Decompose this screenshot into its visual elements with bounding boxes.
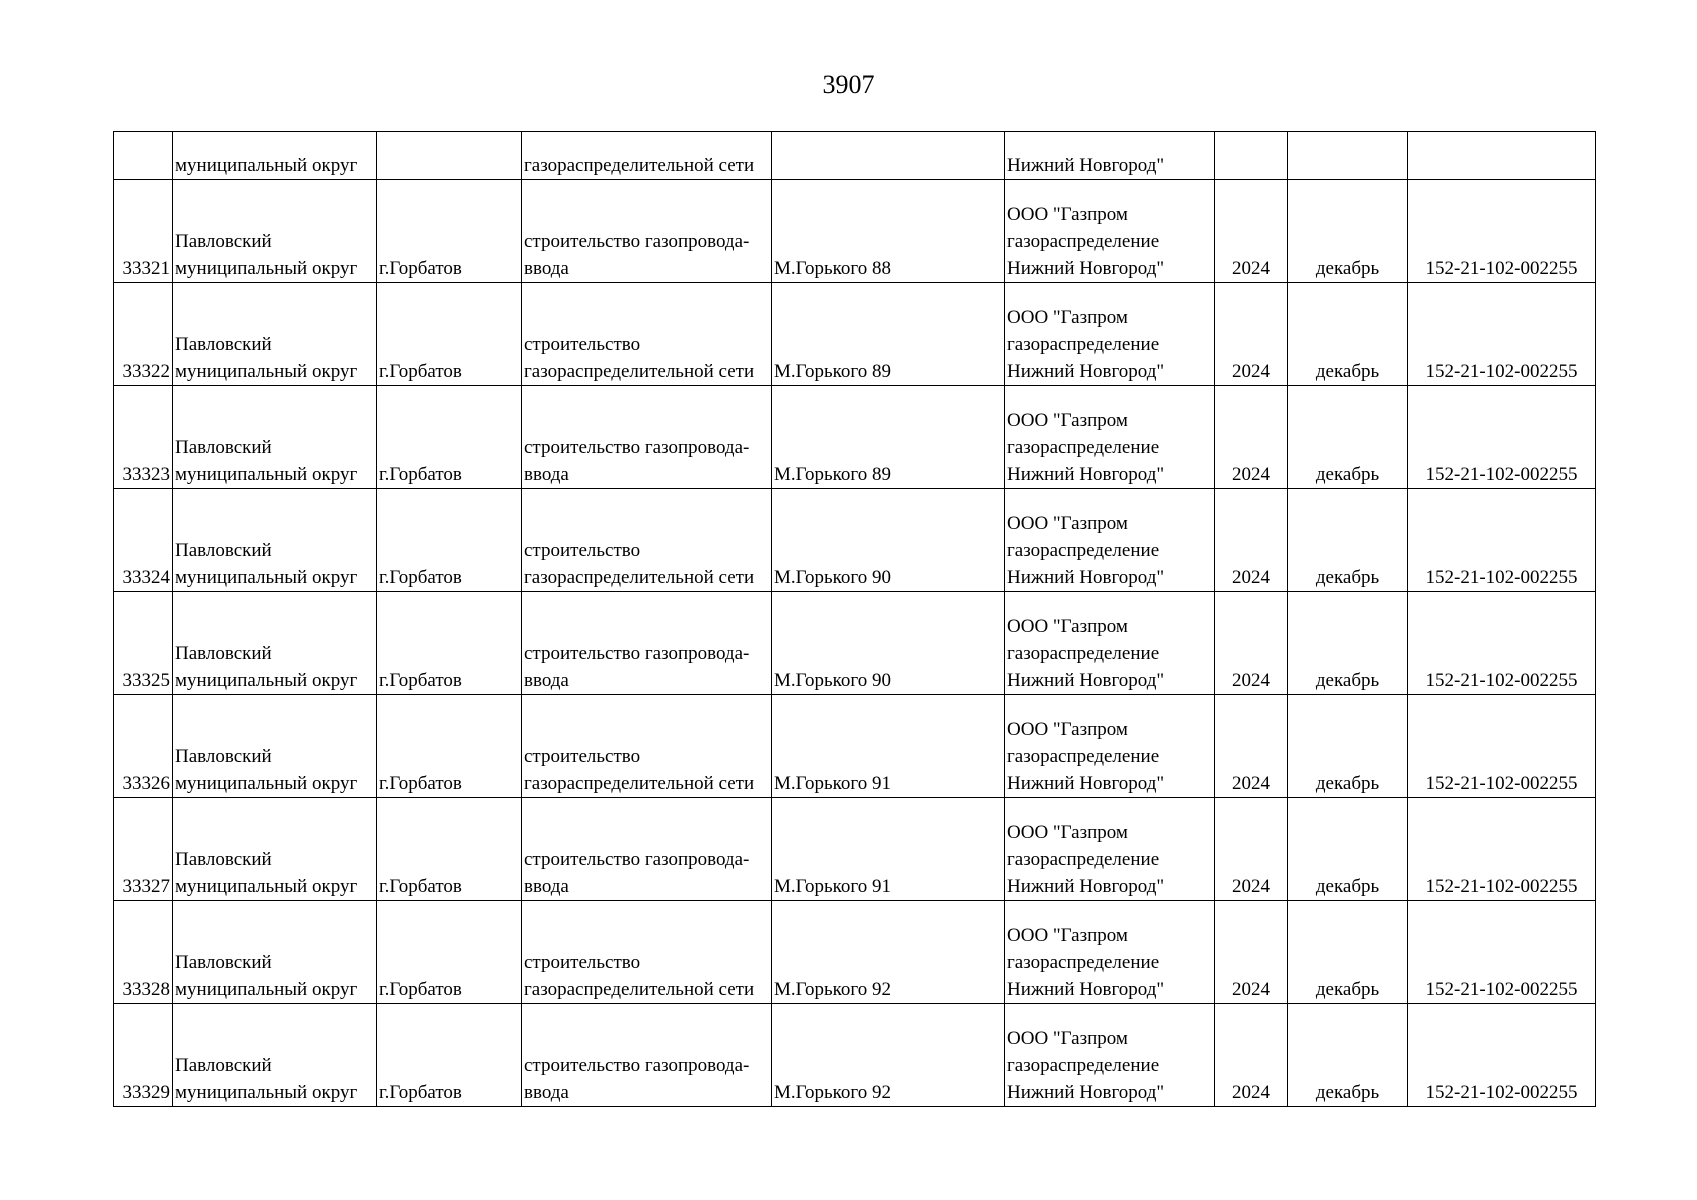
cell-year [1215,283,1288,386]
cell-number [114,180,173,283]
cell-year [1215,386,1288,489]
month-text: декабрь [1315,1082,1380,1103]
code-text: 152-21-102-002255 [1425,979,1578,1000]
cell-month [1288,180,1408,283]
cell-district [173,798,377,901]
cell-organization [1005,901,1215,1004]
work-line-1: строительство газопровода- [524,437,750,458]
row-number: 33323 [122,464,170,485]
work-line-2: ввода [524,258,569,279]
address-text: М.Горького 90 [774,567,891,588]
table-row [114,489,1596,592]
org-line-3: Нижний Новгород" [1007,876,1165,897]
cell-number [114,283,173,386]
cell-work-type [522,798,772,901]
cell-district [173,592,377,695]
year-text: 2024 [1232,670,1270,691]
district-line-2: муниципальный округ [175,773,358,794]
cell-district: муниципальный округ [173,132,377,180]
work-line-2: газораспределительной сети [524,979,755,1000]
gas-network-registry-table [113,131,1596,1107]
address-text: М.Горького 89 [774,361,891,382]
org-line-3: Нижний Новгород" [1007,464,1165,485]
year-text: 2024 [1232,361,1270,382]
code-text: 152-21-102-002255 [1425,567,1578,588]
cell-year [1215,901,1288,1004]
cell-code [1408,180,1596,283]
cell-address [772,283,1005,386]
work-line-2: газораспределительной сети [524,567,755,588]
cell-address [772,695,1005,798]
cell-year [1215,180,1288,283]
cell-number [114,901,173,1004]
table-row [114,180,1596,283]
cell-address [772,489,1005,592]
year-text: 2024 [1232,773,1270,794]
address-text: М.Горького 89 [774,464,891,485]
district-line-1: Павловский [175,643,272,664]
district-line-2: муниципальный округ [175,670,358,691]
year-text: 2024 [1232,979,1270,1000]
district-line-1: Павловский [175,746,272,767]
cell-work-type [522,386,772,489]
work-line-2: ввода [524,464,569,485]
org-line-3: Нижний Новгород" [1007,361,1165,382]
cell-city [377,592,522,695]
table-row [114,901,1596,1004]
district-line-1: Павловский [175,437,272,458]
cell-code [1408,386,1596,489]
org-line-2: газораспределение [1007,952,1160,973]
cell-work-type [522,695,772,798]
org-line-1: ООО "Газпром [1007,616,1128,637]
org-line-3: Нижний Новгород" [1007,258,1165,279]
city-name: г.Горбатов [379,258,462,279]
address-text: М.Горького 88 [774,258,891,279]
org-line-3: Нижний Новгород" [1007,773,1165,794]
cell-work-type [522,489,772,592]
row-number: 33327 [122,876,170,897]
cell-number [114,1004,173,1107]
cell-code [1408,592,1596,695]
month-text: декабрь [1315,876,1380,897]
cell-organization [1005,695,1215,798]
code-text: 152-21-102-002255 [1425,773,1578,794]
org-line-2: газораспределение [1007,849,1160,870]
org-line-3: Нижний Новгород" [1007,1082,1165,1103]
org-line-3: Нижний Новгород" [1007,670,1165,691]
table-row [114,798,1596,901]
org-line-1: ООО "Газпром [1007,719,1128,740]
org-line-1: ООО "Газпром [1007,410,1128,431]
month-text: декабрь [1315,464,1380,485]
cell-organization [1005,386,1215,489]
cell-district [173,386,377,489]
cell-year [1215,798,1288,901]
address-text: М.Горького 91 [774,773,891,794]
org-line-1: ООО "Газпром [1007,204,1128,225]
district-line-2: муниципальный округ [175,361,358,382]
cell-city [377,132,522,180]
cell-district [173,489,377,592]
month-text: декабрь [1315,773,1380,794]
cell-month [1288,386,1408,489]
address-text: М.Горького 91 [774,876,891,897]
work-line-1: строительство [524,952,641,973]
cell-year [1215,592,1288,695]
cell-number [114,132,173,180]
table-row [114,592,1596,695]
cell-city [377,283,522,386]
cell-organization [1005,180,1215,283]
work-line-1: строительство газопровода- [524,849,750,870]
city-name: г.Горбатов [379,773,462,794]
cell-city [377,798,522,901]
cell-code [1408,1004,1596,1107]
district-line-2: муниципальный округ [175,979,358,1000]
cell-code [1408,695,1596,798]
cell-month [1288,1004,1408,1107]
cell-month [1288,901,1408,1004]
cell-work-type [522,180,772,283]
org-line-2: газораспределение [1007,746,1160,767]
city-name: г.Горбатов [379,979,462,1000]
work-line-1: строительство газопровода- [524,1055,750,1076]
row-number: 33328 [122,979,170,1000]
row-number: 33325 [122,670,170,691]
cell-city [377,695,522,798]
year-text: 2024 [1232,876,1270,897]
cell-code [1408,283,1596,386]
work-line-2: ввода [524,1082,569,1103]
cell-address [772,798,1005,901]
cell-district [173,180,377,283]
cell-work-type [522,283,772,386]
cell-city [377,180,522,283]
work-line-2: газораспределительной сети [524,361,755,382]
cell-number [114,386,173,489]
address-text: М.Горького 92 [774,979,891,1000]
cell-code [1408,901,1596,1004]
org-line-2: газораспределение [1007,1055,1160,1076]
row-number: 33329 [122,1082,170,1103]
cell-code [1408,798,1596,901]
cell-organization [1005,489,1215,592]
cell-work-type [522,592,772,695]
year-text: 2024 [1232,258,1270,279]
cell-city [377,386,522,489]
city-name: г.Горбатов [379,876,462,897]
cell-address [772,180,1005,283]
cell-year [1215,695,1288,798]
table-row [114,283,1596,386]
cell-year [1215,489,1288,592]
district-line-2: муниципальный округ [175,876,358,897]
code-text: 152-21-102-002255 [1425,876,1578,897]
cell-address [772,386,1005,489]
district-line-1: Павловский [175,334,272,355]
code-text: 152-21-102-002255 [1425,1082,1578,1103]
org-line-2: газораспределение [1007,540,1160,561]
district-line-1: Павловский [175,1055,272,1076]
cell-work-type: газораспределительной сети [522,132,772,180]
cell-code [1408,489,1596,592]
org-line-2: газораспределение [1007,334,1160,355]
cell-address [772,901,1005,1004]
row-number: 33322 [122,361,170,382]
work-line-1: строительство [524,540,641,561]
work-line-1: строительство газопровода- [524,643,750,664]
row-number: 33324 [122,567,170,588]
cell-city [377,1004,522,1107]
month-text: декабрь [1315,979,1380,1000]
city-name: г.Горбатов [379,464,462,485]
table-row [114,386,1596,489]
month-text: декабрь [1315,567,1380,588]
table-row-continuation [114,132,1596,180]
district-line-2: муниципальный округ [175,464,358,485]
code-text: 152-21-102-002255 [1425,670,1578,691]
cell-organization: Нижний Новгород" [1005,132,1215,180]
cell-organization [1005,798,1215,901]
org-line-3: Нижний Новгород" [1007,979,1165,1000]
row-number: 33326 [122,773,170,794]
work-line-1: строительство [524,334,641,355]
city-name: г.Горбатов [379,1082,462,1103]
cell-district [173,695,377,798]
code-text: 152-21-102-002255 [1425,464,1578,485]
district-line-1: Павловский [175,952,272,973]
cell-number [114,592,173,695]
org-line-1: ООО "Газпром [1007,822,1128,843]
cell-number [114,489,173,592]
org-line-2: газораспределение [1007,231,1160,252]
table-row [114,1004,1596,1107]
cell-month [1288,132,1408,180]
month-text: декабрь [1315,670,1380,691]
address-text: М.Горького 90 [774,670,891,691]
district-line-2: муниципальный округ [175,258,358,279]
cell-organization [1005,283,1215,386]
month-text: декабрь [1315,258,1380,279]
district-line-1: Павловский [175,231,272,252]
code-text: 152-21-102-002255 [1425,361,1578,382]
cell-organization [1005,592,1215,695]
org-line-1: ООО "Газпром [1007,307,1128,328]
city-name: г.Горбатов [379,670,462,691]
work-line-2: ввода [524,876,569,897]
cell-month [1288,695,1408,798]
cell-city [377,489,522,592]
page-number: 3907 [822,70,875,99]
year-text: 2024 [1232,567,1270,588]
year-text: 2024 [1232,464,1270,485]
work-line-2: газораспределительной сети [524,773,755,794]
cell-organization [1005,1004,1215,1107]
org-line-1: ООО "Газпром [1007,513,1128,534]
district-line-2: муниципальный округ [175,567,358,588]
district-line-2: муниципальный округ [175,1082,358,1103]
city-name: г.Горбатов [379,567,462,588]
cell-address [772,1004,1005,1107]
cell-month [1288,798,1408,901]
org-line-2: газораспределение [1007,643,1160,664]
district-line-1: Павловский [175,849,272,870]
address-text: М.Горького 92 [774,1082,891,1103]
row-number: 33321 [122,258,170,279]
cell-work-type [522,901,772,1004]
cell-number [114,695,173,798]
work-line-1: строительство газопровода- [524,231,750,252]
cell-address [772,132,1005,180]
cell-month [1288,489,1408,592]
cell-month [1288,283,1408,386]
work-line-2: ввода [524,670,569,691]
district-line-1: Павловский [175,540,272,561]
cell-district [173,283,377,386]
cell-city [377,901,522,1004]
cell-number [114,798,173,901]
code-text: 152-21-102-002255 [1425,258,1578,279]
city-name: г.Горбатов [379,361,462,382]
org-line-3: Нижний Новгород" [1007,567,1165,588]
cell-year [1215,1004,1288,1107]
org-line-2: газораспределение [1007,437,1160,458]
cell-work-type [522,1004,772,1107]
cell-address [772,592,1005,695]
table-row [114,695,1596,798]
cell-district [173,901,377,1004]
cell-district [173,1004,377,1107]
cell-year [1215,132,1288,180]
org-line-1: ООО "Газпром [1007,1028,1128,1049]
cell-code [1408,132,1596,180]
year-text: 2024 [1232,1082,1270,1103]
org-line-1: ООО "Газпром [1007,925,1128,946]
work-line-1: строительство [524,746,641,767]
month-text: декабрь [1315,361,1380,382]
cell-month [1288,592,1408,695]
